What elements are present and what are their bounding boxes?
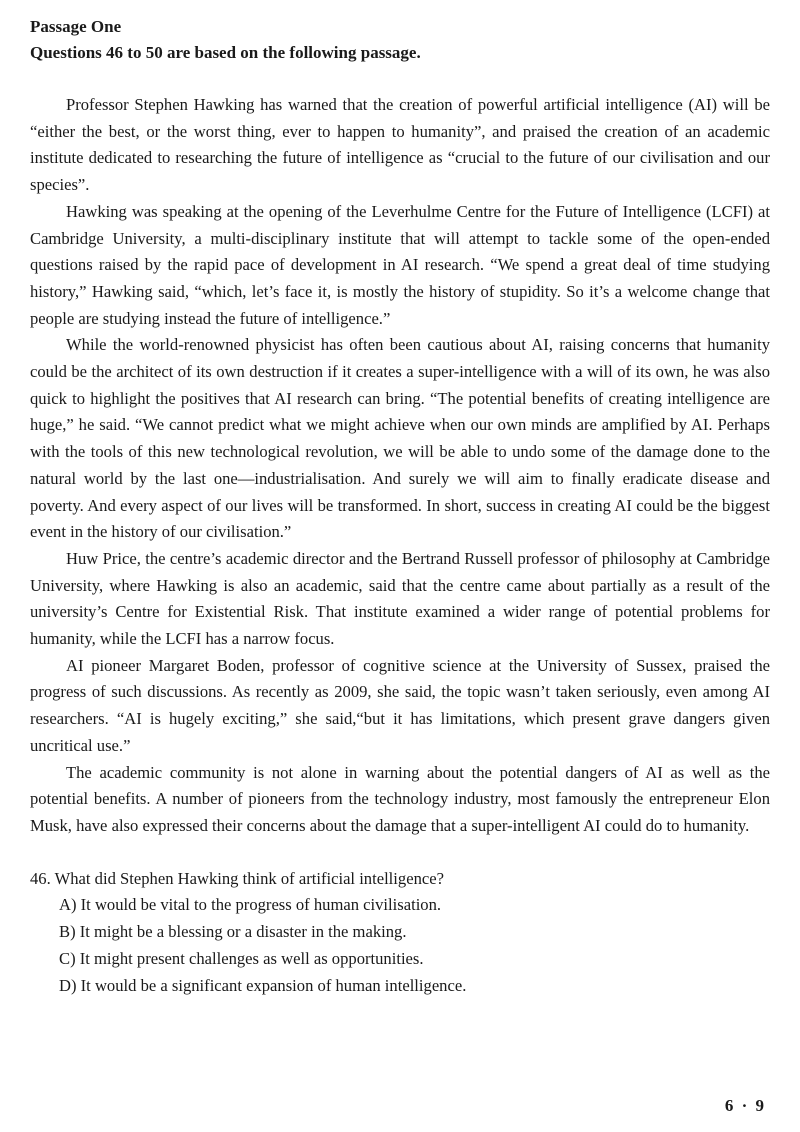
passage-paragraph: Professor Stephen Hawking has warned that the creation of powerful artificial intelligence (AI) will be “either the best, or the worst thing, ever to happen to humanity”, and praised the creation of an academic institute dedicated to researching the future of intelligence as “crucial to the future of our civilisation and our species”. bbox=[30, 95, 770, 195]
option-b[interactable]: B) It might be a blessing or a disaster in the making. bbox=[59, 922, 407, 942]
passage-paragraph: AI pioneer Margaret Boden, professor of cognitive science at the University of Sussex, praised the progress of such discussions. As recently as 2009, she said, the topic wasn’t taken seriously, even among AI researchers. “AI is hugely exciting,” she said,“but it has limitations, which present grave dangers given uncritical use.” bbox=[30, 655, 770, 755]
passage-paragraph: Hawking was speaking at the opening of the Leverhulme Centre for the Future of Intelligence (LCFI) at Cambridge University, a multi-disciplinary institute that will attempt to tackle some of the open-ended questions raised by the rapid pace of development in AI research. “We spend a great deal of time studying history,” Hawking said, “which, let’s face it, is mostly the history of stupidity. So it’s a welcome change that people are studying instead the future of intelligence.” bbox=[30, 201, 770, 328]
option-d[interactable]: D) It would be a significant expansion of human intelligence. bbox=[59, 975, 467, 995]
answer-options bbox=[30, 892, 770, 999]
page-number: 6 · 9 bbox=[724, 1096, 766, 1115]
passage-paragraph: The academic community is not alone in warning about the potential dangers of AI as well as the potential benefits. A number of pioneers from the technology industry, most famously the entrepreneur Elon Musk, have also expressed their concerns about the damage that a super-intelligent AI could do to humanity. bbox=[30, 762, 770, 835]
passage-title: Passage One bbox=[30, 17, 122, 36]
passage-instructions: Questions 46 to 50 are based on the following passage. bbox=[30, 43, 421, 62]
passage-body bbox=[30, 92, 770, 840]
option-a[interactable]: A) It would be vital to the progress of human civilisation. bbox=[59, 895, 442, 915]
passage-paragraph: Huw Price, the centre’s academic director and the Bertrand Russell professor of philosophy at Cambridge University, where Hawking is also an academic, said that the centre came about partially as a result of the university’s Centre for Existential Risk. That institute examined a wider range of potential problems for humanity, while the LCFI has a narrow focus. bbox=[30, 548, 770, 649]
option-c[interactable]: C) It might present challenges as well as opportunities. bbox=[59, 948, 424, 968]
question-stem: 46. What did Stephen Hawking think of artificial intelligence? bbox=[30, 868, 444, 888]
passage-paragraph: While the world-renowned physicist has often been cautious about AI, raising concerns that humanity could be the architect of its own destruction if it creates a super-intelligence with a will of its own, he was also quick to highlight the positives that AI research can bring. “The potential benefits of creating intelligence are huge,” he said. “We cannot predict what we might achieve when our own minds are amplified by AI. Perhaps with the tools of this new technological revolution, we will be able to undo some of the damage done to the natural world by the last one—industrialisation. And surely we will aim to finally eradicate disease and poverty. And every aspect of our lives will be transformed. In short, success in creating AI could be the biggest event in the history of our civilisation.” bbox=[30, 335, 770, 542]
question-46 bbox=[30, 866, 770, 1000]
